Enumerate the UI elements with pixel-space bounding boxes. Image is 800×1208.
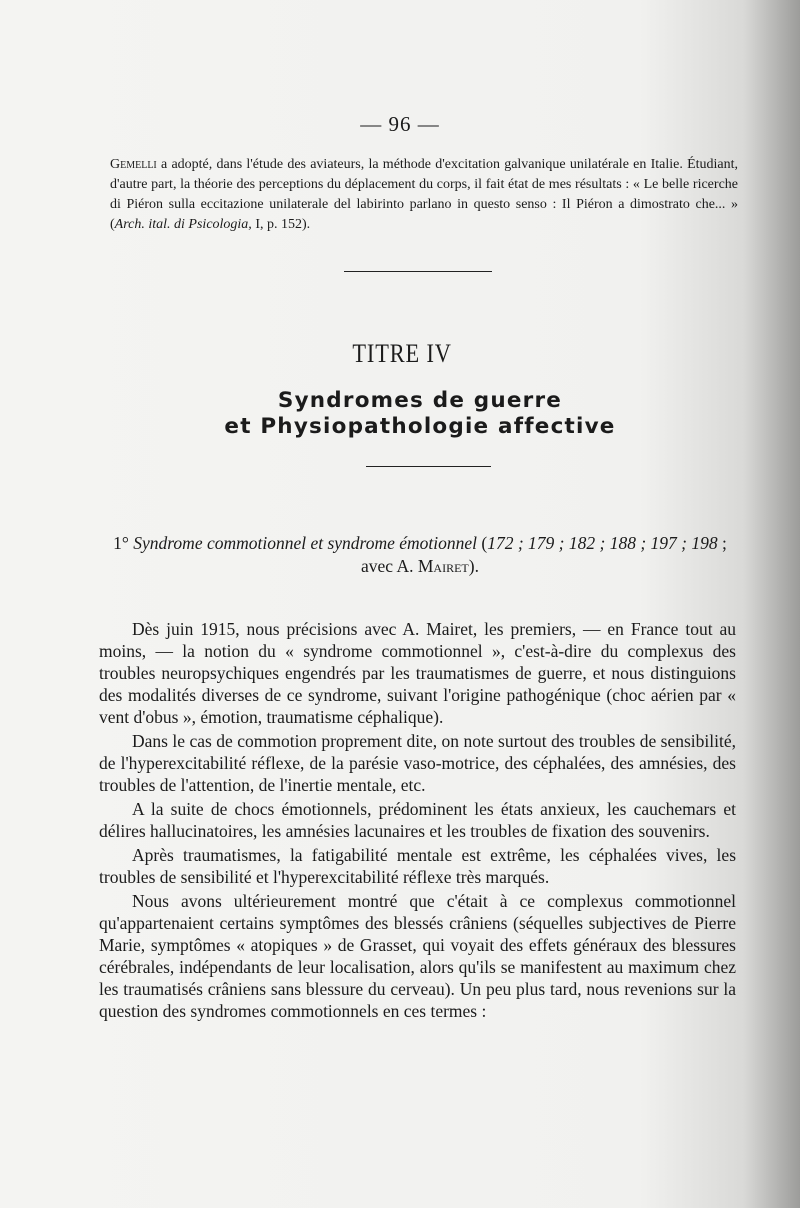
section-title: [0, 388, 800, 440]
footnote-paragraph: [110, 155, 738, 235]
section-title-line-1: Syndromes de guerre: [277, 388, 563, 413]
paragraph: Dans le cas de commotion proprement dite, on note surtout des troubles de sensibilité, de l'hyperexcitabilité réflexe, de la parésie vaso-motrice, des céphalées, des amnésies, des troubles de l'attention, de l'inertie mentale, etc.: [99, 731, 736, 795]
page-number: — 96 —: [360, 112, 440, 136]
note-ref: I, p. 152).: [251, 217, 311, 232]
subsection-close: ).: [468, 556, 479, 576]
separator-rule: [366, 466, 491, 467]
subsection-title: Syndrome commotionnel et syndrome émotionnel: [133, 533, 478, 553]
paragraph: Après traumatismes, la fatigabilité mentale est extrême, les céphalées vives, les troubles de sensibilité et l'hyperexcitabilité réflexe très marqués.: [99, 845, 736, 887]
subsection-refs-open: (: [481, 533, 488, 553]
paragraph: Dès juin 1915, nous précisions avec A. Mairet, les premiers, — en France tout au moins, — la notion du « syndrome commotionnel », c'est-à-dire du complexus des troubles neuropsychiques engendrés par les traumatismes de guerre, et nous distinguions des modalités diverses de ce syndrome, suivant l'origine pathogénique (choc aérien par « vent d'obus », émotion, traumatisme céphalique).: [99, 619, 736, 727]
note-source: Arch. ital. di Psicologia,: [114, 217, 252, 232]
subsection-coauthor: Mairet: [417, 556, 469, 576]
separator-rule: [344, 271, 492, 272]
paragraph: A la suite de chocs émotionnels, prédominent les états anxieux, les cauchemars et délires hallucinatoires, les amnésies lacunaires et les troubles de fixation des souvenirs.: [99, 799, 736, 841]
note-author: Gemelli: [110, 157, 157, 172]
note-text: a adopté, dans l'étude des aviateurs, la méthode d'excitation galvanique unilatérale en Italie. Étudiant, d'autre part, la théorie des perceptions du déplacement du corps, il fait état de mes résultats : « Le belle ricerche di Piéron sulla eccitazione unilaterale del labirinto parlano in questo senso : Il Piéron a dimostrato che... » (: [110, 157, 738, 232]
subsection-number: 1°: [113, 533, 129, 553]
part-title: TITRE IV: [352, 339, 452, 368]
subsection-heading: [100, 532, 740, 578]
section-title-line-2: et Physiopathologie affective: [224, 414, 616, 439]
subsection-refs: 172 ; 179 ; 182 ; 188 ; 197 ; 198: [487, 533, 718, 553]
body-text: [99, 618, 736, 1024]
subsection-avec: ; avec A.: [361, 533, 727, 576]
paragraph: Nous avons ultérieurement montré que c'était à ce complexus commotionnel qu'appartenaient certains symptômes des blessés crâniens (séquelles subjectives de Pierre Marie, symptômes « atopiques » de Grasset, qui voyait des effets généraux des blessures cérébrales, indépendants de leur localisation, alors qu'ils se manifestent au maximum chez les traumatisés crâniens sans blessure du cerveau). Un peu plus tard, nous revenions sur la question des syndromes commotionnels en ces termes :: [99, 891, 736, 1021]
